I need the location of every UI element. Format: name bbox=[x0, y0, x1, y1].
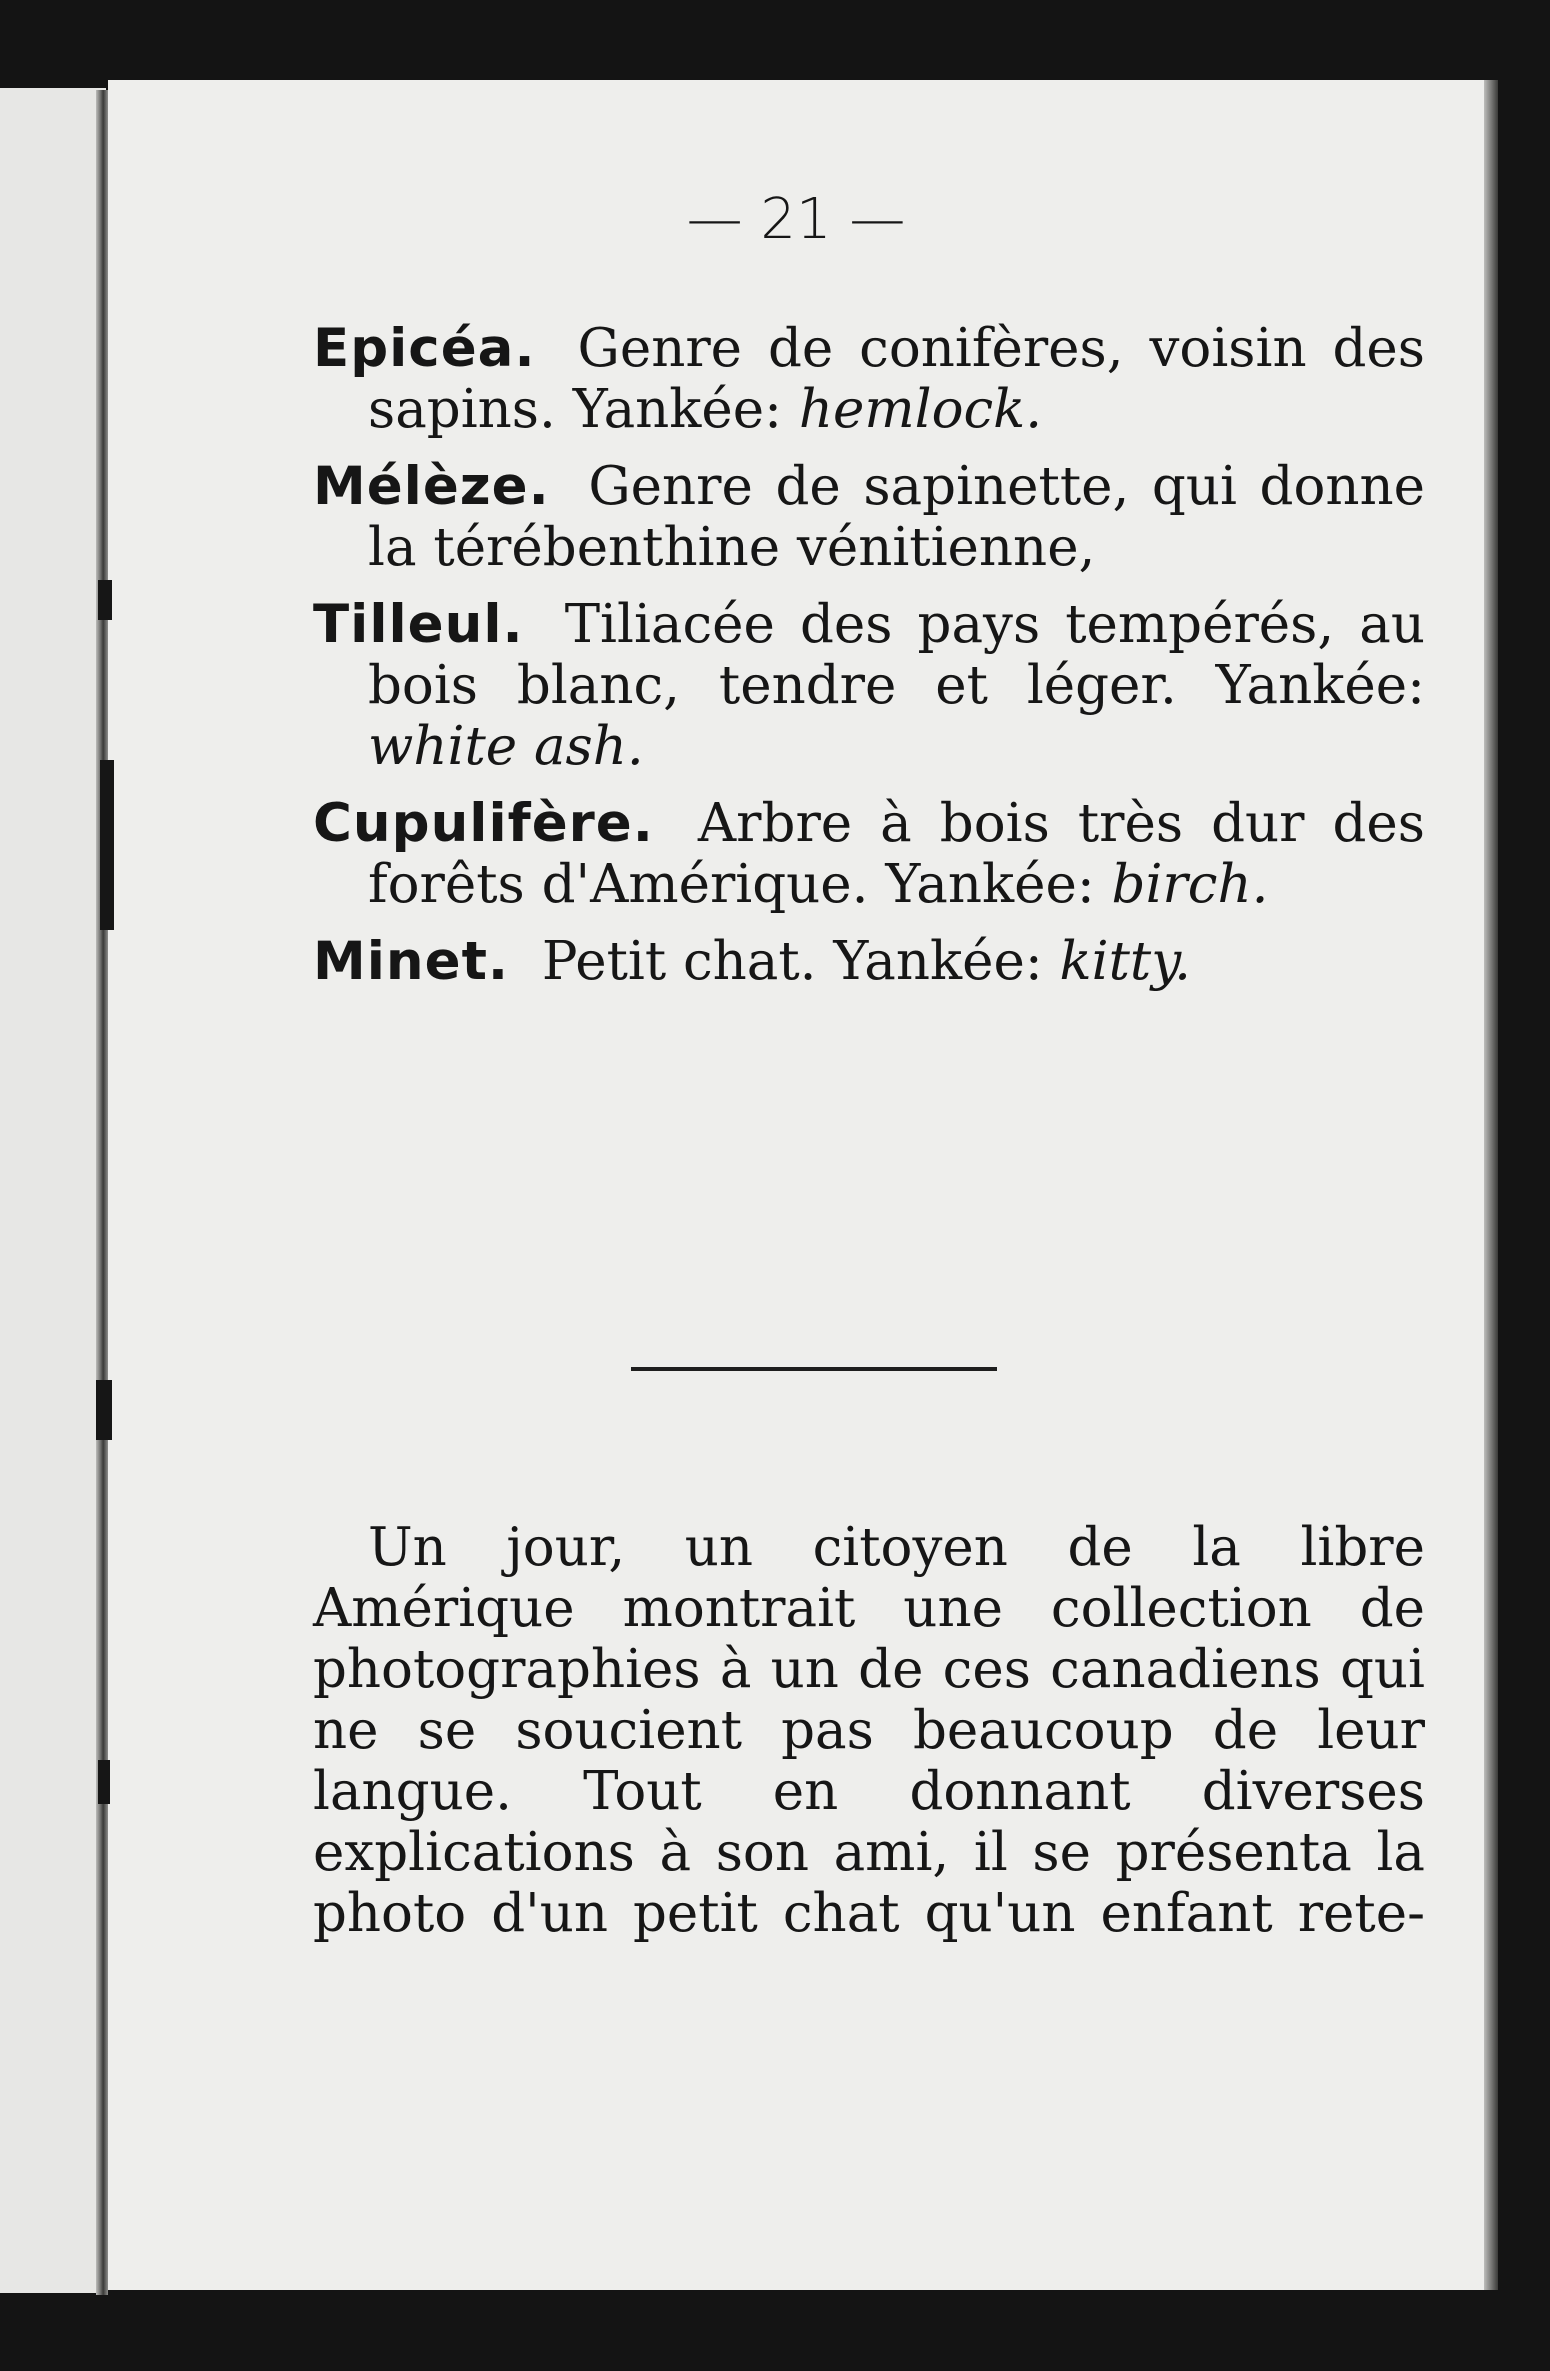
glossary-entries bbox=[313, 318, 1425, 1008]
page-edge-shadow bbox=[1484, 80, 1498, 2290]
entry-definition: Arbre à bois très dur des forêts d'Amérique. Yankée: bbox=[368, 793, 1425, 915]
entry-yankee-word: hemlock. bbox=[798, 379, 1043, 440]
entry-term: Mélèze. bbox=[313, 456, 550, 517]
entry-yankee-word: birch. bbox=[1111, 854, 1269, 915]
binding-mark bbox=[100, 760, 114, 930]
entry-term: Tilleul. bbox=[313, 594, 524, 655]
entry-term: Minet. bbox=[313, 931, 510, 992]
glossary-entry bbox=[313, 318, 1425, 440]
entry-definition: Genre de conifères, voisin des sapins. Yankée: bbox=[368, 318, 1425, 440]
glossary-entry bbox=[313, 594, 1425, 777]
binding-mark bbox=[98, 580, 112, 620]
entry-yankee-word: white ash. bbox=[368, 716, 644, 777]
glossary-entry bbox=[313, 931, 1425, 992]
body-paragraph: Un jour, un citoyen de la libre Amérique montrait une collection de photographies à un de ces canadiens qui ne se soucient pas beaucoup de leur langue. Tout en donnant diverses explications à son ami, il se présenta la photo d'un petit chat qu'un enfant rete- bbox=[313, 1517, 1425, 1944]
entry-definition: Tiliacée des pays tempérés, au bois blanc, tendre et léger. Yankée: bbox=[368, 594, 1425, 716]
binding-mark bbox=[98, 1760, 110, 1804]
entry-term: Epicéa. bbox=[313, 318, 536, 379]
entry-definition: Genre de sapinette, qui donne la térébenthine vénitienne, bbox=[368, 456, 1425, 578]
section-divider bbox=[631, 1367, 997, 1371]
book-page bbox=[108, 80, 1484, 2290]
glossary-entry bbox=[313, 456, 1425, 578]
page-number: — 21 — bbox=[686, 187, 906, 252]
glossary-entry bbox=[313, 793, 1425, 915]
entry-term: Cupulifère. bbox=[313, 793, 654, 854]
book-binding bbox=[96, 90, 108, 2295]
binding-mark bbox=[96, 1380, 112, 1440]
entry-definition: Petit chat. Yankée: bbox=[541, 931, 1043, 992]
entry-yankee-word: kitty. bbox=[1059, 931, 1191, 992]
left-page-edge bbox=[0, 88, 106, 2293]
